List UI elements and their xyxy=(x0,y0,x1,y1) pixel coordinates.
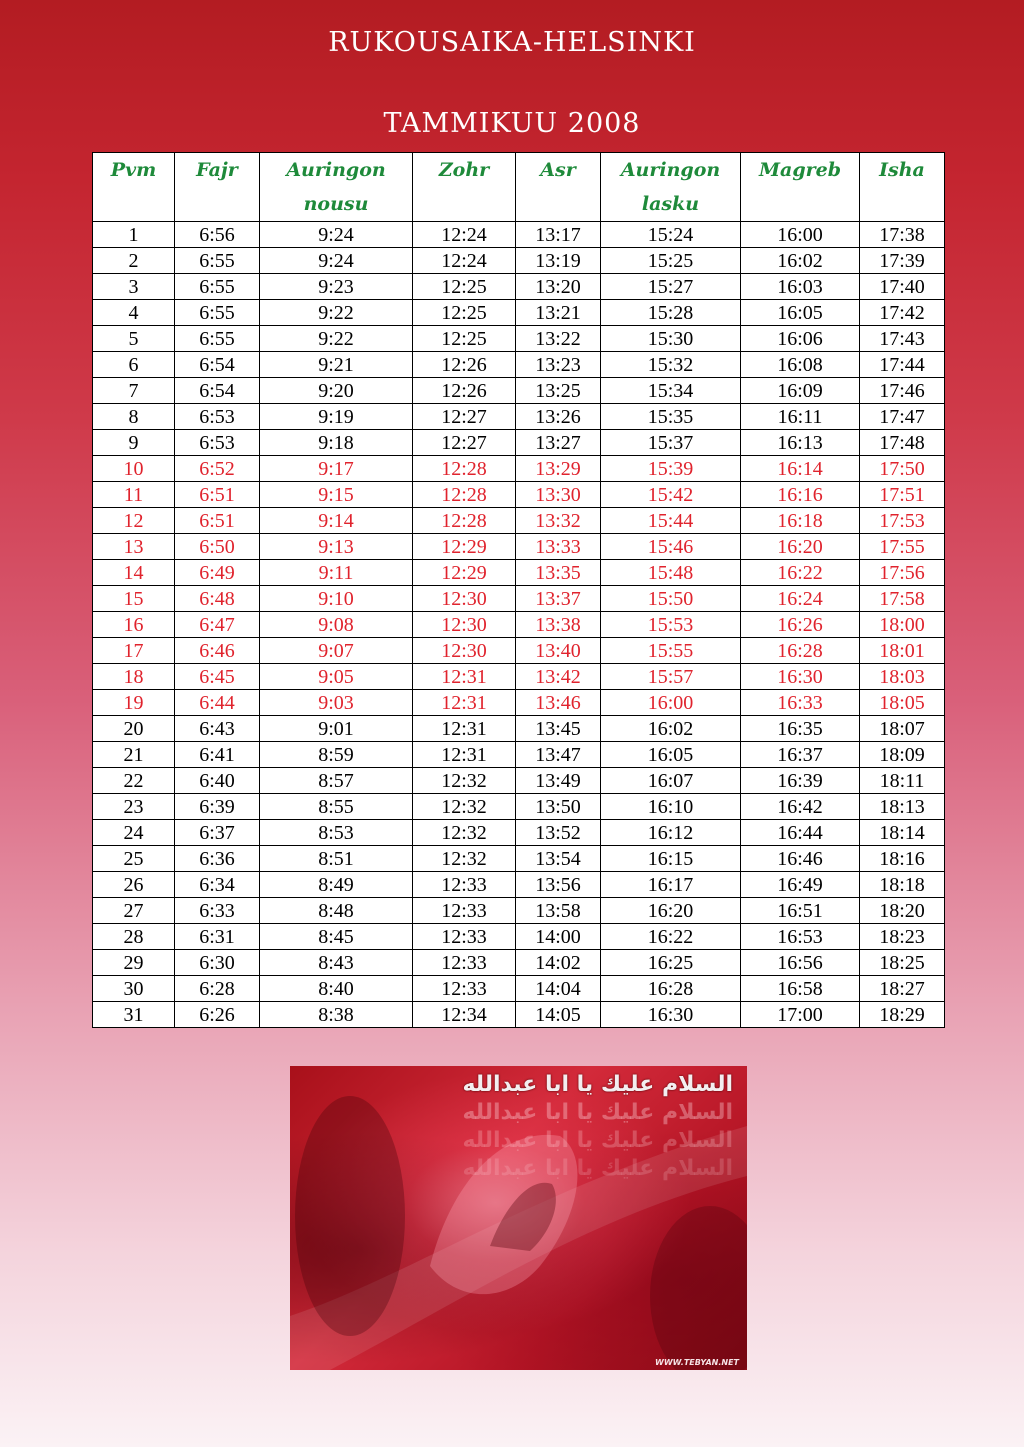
cell-fajr: 6:56 xyxy=(175,222,260,248)
cell-date: 28 xyxy=(93,924,175,950)
cell-fajr: 6:37 xyxy=(175,820,260,846)
cell-asr: 13:50 xyxy=(516,794,601,820)
table-row xyxy=(93,820,945,846)
cell-zohr: 12:32 xyxy=(413,794,516,820)
cell-isha: 17:50 xyxy=(860,456,945,482)
table-row xyxy=(93,352,945,378)
cell-sunrise: 9:23 xyxy=(260,274,413,300)
cell-fajr: 6:36 xyxy=(175,846,260,872)
cell-zohr: 12:33 xyxy=(413,976,516,1002)
cell-isha: 18:14 xyxy=(860,820,945,846)
cell-date: 13 xyxy=(93,534,175,560)
cell-asr: 14:02 xyxy=(516,950,601,976)
cell-zohr: 12:28 xyxy=(413,456,516,482)
cell-magreb: 16:11 xyxy=(741,404,860,430)
cell-asr: 13:23 xyxy=(516,352,601,378)
cell-sunrise: 9:14 xyxy=(260,508,413,534)
header-sunrise: Auringon nousu xyxy=(260,153,413,222)
cell-date: 5 xyxy=(93,326,175,352)
table-header-row xyxy=(93,153,945,222)
cell-isha: 18:25 xyxy=(860,950,945,976)
cell-sunrise: 8:53 xyxy=(260,820,413,846)
cell-zohr: 12:31 xyxy=(413,664,516,690)
table-row xyxy=(93,690,945,716)
cell-date: 23 xyxy=(93,794,175,820)
cell-date: 3 xyxy=(93,274,175,300)
arabic-salutation-echo: السلام عليك يا ابا عبدالله xyxy=(462,1100,733,1125)
cell-isha: 17:47 xyxy=(860,404,945,430)
cell-date: 21 xyxy=(93,742,175,768)
cell-magreb: 16:33 xyxy=(741,690,860,716)
cell-asr: 13:38 xyxy=(516,612,601,638)
cell-sunrise: 8:49 xyxy=(260,872,413,898)
cell-magreb: 16:35 xyxy=(741,716,860,742)
cell-date: 8 xyxy=(93,404,175,430)
cell-sunrise: 8:51 xyxy=(260,846,413,872)
table-row xyxy=(93,794,945,820)
cell-sunset: 15:37 xyxy=(601,430,741,456)
cell-zohr: 12:31 xyxy=(413,690,516,716)
cell-magreb: 16:39 xyxy=(741,768,860,794)
cell-zohr: 12:29 xyxy=(413,560,516,586)
cell-magreb: 16:09 xyxy=(741,378,860,404)
table-row xyxy=(93,1002,945,1028)
cell-zohr: 12:31 xyxy=(413,716,516,742)
cell-asr: 13:26 xyxy=(516,404,601,430)
cell-date: 7 xyxy=(93,378,175,404)
cell-sunrise: 9:21 xyxy=(260,352,413,378)
cell-sunset: 15:27 xyxy=(601,274,741,300)
cell-isha: 18:16 xyxy=(860,846,945,872)
cell-date: 26 xyxy=(93,872,175,898)
cell-sunset: 16:22 xyxy=(601,924,741,950)
cell-asr: 13:33 xyxy=(516,534,601,560)
cell-magreb: 16:46 xyxy=(741,846,860,872)
cell-sunset: 15:48 xyxy=(601,560,741,586)
cell-isha: 18:03 xyxy=(860,664,945,690)
cell-sunrise: 9:20 xyxy=(260,378,413,404)
cell-sunrise: 9:03 xyxy=(260,690,413,716)
cell-fajr: 6:26 xyxy=(175,1002,260,1028)
table-row xyxy=(93,508,945,534)
cell-fajr: 6:46 xyxy=(175,638,260,664)
cell-magreb: 16:16 xyxy=(741,482,860,508)
cell-isha: 17:42 xyxy=(860,300,945,326)
cell-sunset: 15:57 xyxy=(601,664,741,690)
cell-asr: 13:19 xyxy=(516,248,601,274)
cell-sunrise: 9:22 xyxy=(260,300,413,326)
cell-isha: 17:56 xyxy=(860,560,945,586)
cell-magreb: 16:49 xyxy=(741,872,860,898)
cell-sunrise: 9:01 xyxy=(260,716,413,742)
cell-sunset: 15:39 xyxy=(601,456,741,482)
table-row xyxy=(93,716,945,742)
cell-date: 11 xyxy=(93,482,175,508)
cell-sunset: 16:20 xyxy=(601,898,741,924)
cell-sunrise: 9:13 xyxy=(260,534,413,560)
cell-date: 17 xyxy=(93,638,175,664)
cell-magreb: 16:02 xyxy=(741,248,860,274)
cell-magreb: 16:30 xyxy=(741,664,860,690)
cell-fajr: 6:48 xyxy=(175,586,260,612)
cell-asr: 13:54 xyxy=(516,846,601,872)
cell-sunset: 15:28 xyxy=(601,300,741,326)
cell-fajr: 6:55 xyxy=(175,248,260,274)
cell-asr: 13:40 xyxy=(516,638,601,664)
cell-fajr: 6:33 xyxy=(175,898,260,924)
cell-isha: 17:58 xyxy=(860,586,945,612)
cell-isha: 18:23 xyxy=(860,924,945,950)
cell-zohr: 12:33 xyxy=(413,950,516,976)
cell-date: 27 xyxy=(93,898,175,924)
table-row xyxy=(93,898,945,924)
cell-isha: 18:00 xyxy=(860,612,945,638)
cell-sunrise: 9:11 xyxy=(260,560,413,586)
cell-asr: 13:35 xyxy=(516,560,601,586)
cell-magreb: 16:13 xyxy=(741,430,860,456)
cell-magreb: 16:51 xyxy=(741,898,860,924)
cell-fajr: 6:55 xyxy=(175,300,260,326)
cell-fajr: 6:53 xyxy=(175,430,260,456)
cell-sunset: 15:50 xyxy=(601,586,741,612)
cell-isha: 18:07 xyxy=(860,716,945,742)
cell-fajr: 6:41 xyxy=(175,742,260,768)
cell-fajr: 6:49 xyxy=(175,560,260,586)
cell-asr: 13:29 xyxy=(516,456,601,482)
table-row xyxy=(93,456,945,482)
cell-isha: 18:18 xyxy=(860,872,945,898)
cell-asr: 13:27 xyxy=(516,430,601,456)
cell-isha: 18:01 xyxy=(860,638,945,664)
cell-date: 20 xyxy=(93,716,175,742)
cell-magreb: 16:08 xyxy=(741,352,860,378)
cell-zohr: 12:27 xyxy=(413,404,516,430)
cell-sunset: 15:32 xyxy=(601,352,741,378)
cell-sunrise: 8:40 xyxy=(260,976,413,1002)
cell-fajr: 6:30 xyxy=(175,950,260,976)
cell-isha: 17:48 xyxy=(860,430,945,456)
cell-zohr: 12:25 xyxy=(413,274,516,300)
cell-asr: 13:47 xyxy=(516,742,601,768)
cell-magreb: 16:06 xyxy=(741,326,860,352)
cell-zohr: 12:34 xyxy=(413,1002,516,1028)
cell-date: 2 xyxy=(93,248,175,274)
cell-sunset: 16:28 xyxy=(601,976,741,1002)
table-body xyxy=(93,222,945,1028)
cell-sunset: 15:44 xyxy=(601,508,741,534)
cell-sunset: 15:46 xyxy=(601,534,741,560)
table-row xyxy=(93,534,945,560)
cell-zohr: 12:24 xyxy=(413,248,516,274)
cell-sunset: 16:02 xyxy=(601,716,741,742)
cell-fajr: 6:31 xyxy=(175,924,260,950)
arabic-salutation-echo: السلام عليك يا ابا عبدالله xyxy=(462,1128,733,1153)
cell-zohr: 12:33 xyxy=(413,924,516,950)
cell-date: 1 xyxy=(93,222,175,248)
cell-sunset: 15:55 xyxy=(601,638,741,664)
cell-asr: 13:25 xyxy=(516,378,601,404)
cell-sunset: 15:42 xyxy=(601,482,741,508)
cell-zohr: 12:31 xyxy=(413,742,516,768)
cell-asr: 13:17 xyxy=(516,222,601,248)
cell-fajr: 6:53 xyxy=(175,404,260,430)
cell-sunrise: 9:15 xyxy=(260,482,413,508)
cell-magreb: 17:00 xyxy=(741,1002,860,1028)
cell-asr: 13:32 xyxy=(516,508,601,534)
cell-sunrise: 9:24 xyxy=(260,222,413,248)
cell-fajr: 6:54 xyxy=(175,352,260,378)
cell-zohr: 12:25 xyxy=(413,300,516,326)
cell-sunrise: 8:45 xyxy=(260,924,413,950)
header-isha: Isha xyxy=(860,153,945,222)
cell-fajr: 6:55 xyxy=(175,326,260,352)
table-row xyxy=(93,612,945,638)
table-row xyxy=(93,300,945,326)
cell-zohr: 12:30 xyxy=(413,586,516,612)
cell-zohr: 12:26 xyxy=(413,378,516,404)
cell-magreb: 16:56 xyxy=(741,950,860,976)
cell-zohr: 12:24 xyxy=(413,222,516,248)
cell-isha: 17:51 xyxy=(860,482,945,508)
cell-magreb: 16:24 xyxy=(741,586,860,612)
cell-sunrise: 9:17 xyxy=(260,456,413,482)
cell-date: 6 xyxy=(93,352,175,378)
cell-sunrise: 9:24 xyxy=(260,248,413,274)
cell-asr: 13:42 xyxy=(516,664,601,690)
cell-magreb: 16:44 xyxy=(741,820,860,846)
cell-sunset: 16:17 xyxy=(601,872,741,898)
cell-zohr: 12:33 xyxy=(413,898,516,924)
table-row xyxy=(93,326,945,352)
table-row xyxy=(93,248,945,274)
cell-isha: 17:44 xyxy=(860,352,945,378)
cell-magreb: 16:26 xyxy=(741,612,860,638)
cell-sunrise: 8:57 xyxy=(260,768,413,794)
prayer-times-table xyxy=(92,152,944,1028)
cell-isha: 17:39 xyxy=(860,248,945,274)
cell-date: 16 xyxy=(93,612,175,638)
cell-asr: 13:56 xyxy=(516,872,601,898)
cell-zohr: 12:28 xyxy=(413,482,516,508)
cell-isha: 18:11 xyxy=(860,768,945,794)
cell-sunrise: 9:22 xyxy=(260,326,413,352)
cell-sunrise: 9:07 xyxy=(260,638,413,664)
cell-fajr: 6:52 xyxy=(175,456,260,482)
table-row xyxy=(93,976,945,1002)
image-watermark: WWW.TEBYAN.NET xyxy=(655,1358,739,1367)
cell-isha: 17:40 xyxy=(860,274,945,300)
cell-zohr: 12:30 xyxy=(413,638,516,664)
cell-fajr: 6:54 xyxy=(175,378,260,404)
cell-fajr: 6:47 xyxy=(175,612,260,638)
cell-sunrise: 8:48 xyxy=(260,898,413,924)
cell-sunset: 16:00 xyxy=(601,690,741,716)
cell-sunset: 15:53 xyxy=(601,612,741,638)
cell-zohr: 12:28 xyxy=(413,508,516,534)
cell-zohr: 12:25 xyxy=(413,326,516,352)
cell-isha: 17:43 xyxy=(860,326,945,352)
cell-asr: 13:58 xyxy=(516,898,601,924)
cell-sunset: 16:25 xyxy=(601,950,741,976)
cell-date: 19 xyxy=(93,690,175,716)
cell-asr: 13:45 xyxy=(516,716,601,742)
cell-zohr: 12:30 xyxy=(413,612,516,638)
cell-sunset: 16:05 xyxy=(601,742,741,768)
cell-magreb: 16:42 xyxy=(741,794,860,820)
cell-sunset: 15:35 xyxy=(601,404,741,430)
cell-asr: 13:52 xyxy=(516,820,601,846)
cell-sunrise: 8:43 xyxy=(260,950,413,976)
table-row xyxy=(93,378,945,404)
table-row xyxy=(93,924,945,950)
cell-fajr: 6:50 xyxy=(175,534,260,560)
cell-sunrise: 8:59 xyxy=(260,742,413,768)
cell-isha: 17:46 xyxy=(860,378,945,404)
cell-asr: 14:05 xyxy=(516,1002,601,1028)
cell-asr: 14:04 xyxy=(516,976,601,1002)
header-zohr: Zohr xyxy=(413,153,516,222)
cell-isha: 17:55 xyxy=(860,534,945,560)
table-row xyxy=(93,872,945,898)
cell-isha: 18:05 xyxy=(860,690,945,716)
page-title: RUKOUSAIKA-HELSINKI xyxy=(328,27,696,58)
cell-sunrise: 9:10 xyxy=(260,586,413,612)
cell-zohr: 12:33 xyxy=(413,872,516,898)
cell-magreb: 16:05 xyxy=(741,300,860,326)
cell-sunrise: 9:08 xyxy=(260,612,413,638)
cell-fajr: 6:34 xyxy=(175,872,260,898)
cell-date: 25 xyxy=(93,846,175,872)
cell-sunset: 16:12 xyxy=(601,820,741,846)
table-row xyxy=(93,950,945,976)
table-row xyxy=(93,482,945,508)
cell-magreb: 16:14 xyxy=(741,456,860,482)
cell-date: 4 xyxy=(93,300,175,326)
cell-fajr: 6:45 xyxy=(175,664,260,690)
cell-date: 24 xyxy=(93,820,175,846)
cell-asr: 13:21 xyxy=(516,300,601,326)
cell-magreb: 16:28 xyxy=(741,638,860,664)
cell-asr: 13:20 xyxy=(516,274,601,300)
table-row xyxy=(93,430,945,456)
cell-sunset: 16:30 xyxy=(601,1002,741,1028)
cell-magreb: 16:37 xyxy=(741,742,860,768)
table-row xyxy=(93,768,945,794)
cell-isha: 18:27 xyxy=(860,976,945,1002)
cell-zohr: 12:32 xyxy=(413,846,516,872)
cell-isha: 18:13 xyxy=(860,794,945,820)
cell-sunrise: 8:38 xyxy=(260,1002,413,1028)
cell-zohr: 12:32 xyxy=(413,768,516,794)
cell-fajr: 6:44 xyxy=(175,690,260,716)
table-row xyxy=(93,560,945,586)
cell-fajr: 6:43 xyxy=(175,716,260,742)
cell-magreb: 16:18 xyxy=(741,508,860,534)
cell-magreb: 16:22 xyxy=(741,560,860,586)
cell-fajr: 6:55 xyxy=(175,274,260,300)
cell-isha: 17:53 xyxy=(860,508,945,534)
table-row xyxy=(93,222,945,248)
cell-sunrise: 9:19 xyxy=(260,404,413,430)
cell-zohr: 12:32 xyxy=(413,820,516,846)
cell-date: 12 xyxy=(93,508,175,534)
arabic-salutation-echo: السلام عليك يا ابا عبدالله xyxy=(462,1156,733,1181)
cell-date: 14 xyxy=(93,560,175,586)
cell-fajr: 6:51 xyxy=(175,482,260,508)
decorative-image xyxy=(290,1066,747,1370)
table-row xyxy=(93,664,945,690)
cell-sunset: 15:30 xyxy=(601,326,741,352)
cell-date: 10 xyxy=(93,456,175,482)
cell-date: 9 xyxy=(93,430,175,456)
cell-sunrise: 8:55 xyxy=(260,794,413,820)
cell-magreb: 16:20 xyxy=(741,534,860,560)
cell-sunrise: 9:05 xyxy=(260,664,413,690)
table-row xyxy=(93,846,945,872)
cell-sunset: 15:25 xyxy=(601,248,741,274)
cell-asr: 13:46 xyxy=(516,690,601,716)
cell-asr: 13:30 xyxy=(516,482,601,508)
header-magreb: Magreb xyxy=(741,153,860,222)
cell-sunrise: 9:18 xyxy=(260,430,413,456)
month-subtitle: TAMMIKUU 2008 xyxy=(383,108,641,139)
cell-fajr: 6:39 xyxy=(175,794,260,820)
arabic-salutation: السلام عليك يا ابا عبدالله xyxy=(462,1072,733,1097)
cell-date: 30 xyxy=(93,976,175,1002)
cell-magreb: 16:00 xyxy=(741,222,860,248)
header-sunset: Auringon lasku xyxy=(601,153,741,222)
header-date: Pvm xyxy=(93,153,175,222)
cell-sunset: 15:24 xyxy=(601,222,741,248)
cell-magreb: 16:03 xyxy=(741,274,860,300)
table-row xyxy=(93,638,945,664)
cell-zohr: 12:26 xyxy=(413,352,516,378)
table-row xyxy=(93,274,945,300)
cell-fajr: 6:28 xyxy=(175,976,260,1002)
cell-zohr: 12:27 xyxy=(413,430,516,456)
table-row xyxy=(93,404,945,430)
cell-fajr: 6:51 xyxy=(175,508,260,534)
cell-date: 22 xyxy=(93,768,175,794)
cell-asr: 13:37 xyxy=(516,586,601,612)
cell-sunset: 15:34 xyxy=(601,378,741,404)
cell-sunset: 16:07 xyxy=(601,768,741,794)
cell-isha: 18:09 xyxy=(860,742,945,768)
cell-asr: 14:00 xyxy=(516,924,601,950)
cell-date: 31 xyxy=(93,1002,175,1028)
cell-isha: 18:20 xyxy=(860,898,945,924)
cell-asr: 13:49 xyxy=(516,768,601,794)
table-row xyxy=(93,586,945,612)
cell-date: 18 xyxy=(93,664,175,690)
cell-isha: 17:38 xyxy=(860,222,945,248)
header-fajr: Fajr xyxy=(175,153,260,222)
table-row xyxy=(93,742,945,768)
cell-sunset: 16:10 xyxy=(601,794,741,820)
cell-asr: 13:22 xyxy=(516,326,601,352)
cell-date: 15 xyxy=(93,586,175,612)
cell-date: 29 xyxy=(93,950,175,976)
cell-isha: 18:29 xyxy=(860,1002,945,1028)
header-asr: Asr xyxy=(516,153,601,222)
cell-fajr: 6:40 xyxy=(175,768,260,794)
cell-magreb: 16:53 xyxy=(741,924,860,950)
cell-magreb: 16:58 xyxy=(741,976,860,1002)
cell-sunset: 16:15 xyxy=(601,846,741,872)
cell-zohr: 12:29 xyxy=(413,534,516,560)
